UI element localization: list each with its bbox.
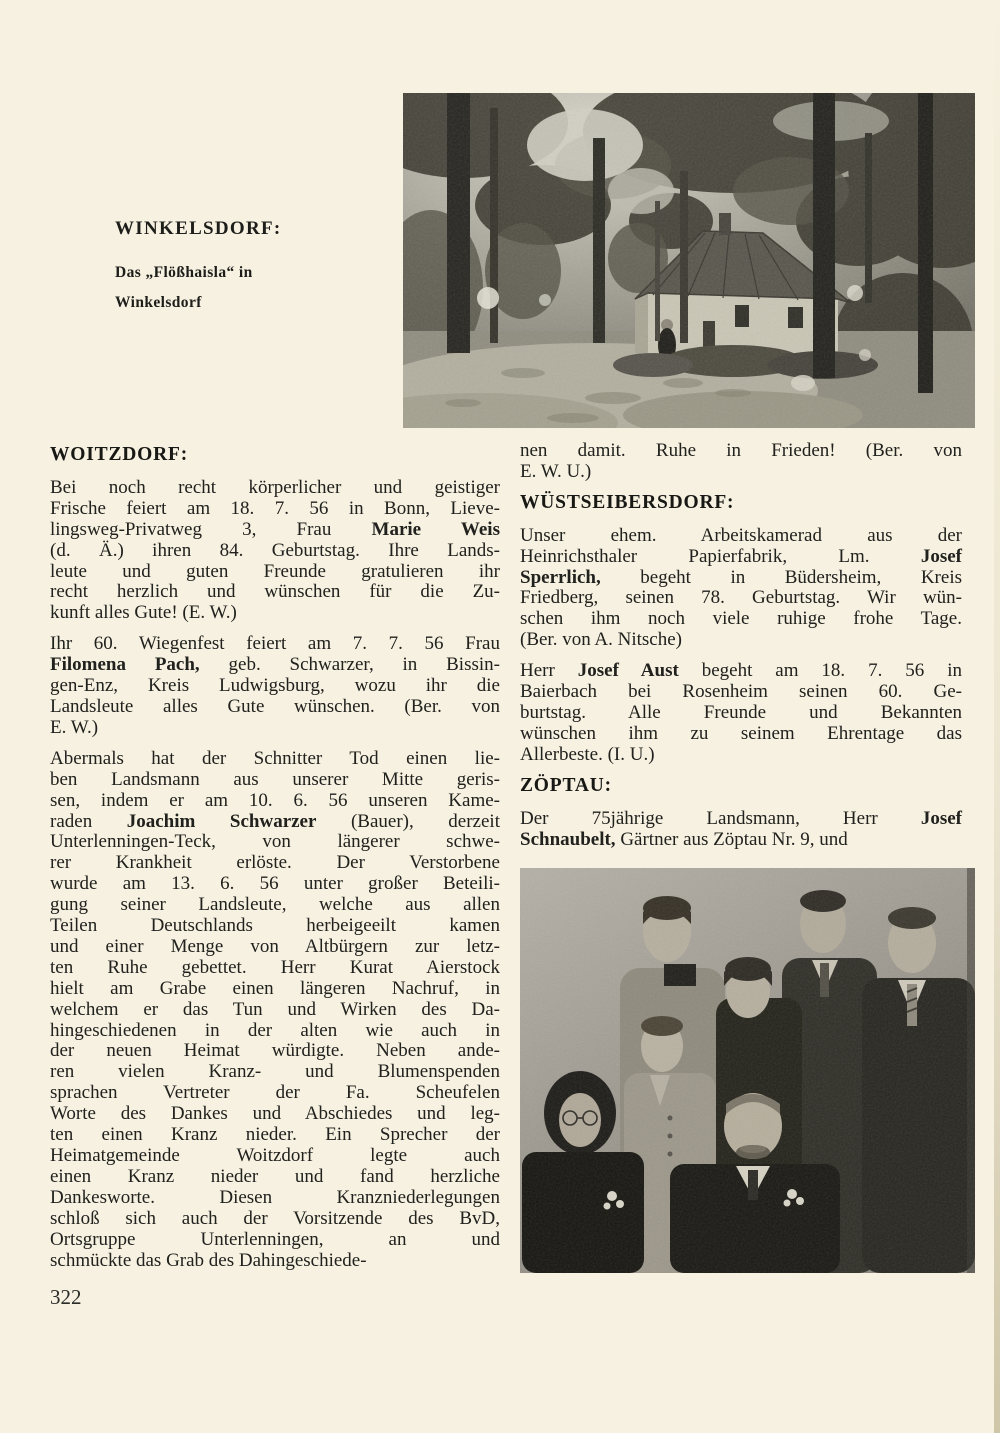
text-line: und einer Menge von Altbürgern zur letz- (50, 935, 500, 957)
text-line: Der 75jährige Landsmann, Herr Josef (520, 807, 962, 829)
text-line: Allerbeste. (I. U.) (520, 743, 655, 765)
caption-line-1: Das „Flößhaisla“ in (115, 264, 253, 281)
text-line: gung seiner Landsleute, welche aus allen (50, 894, 500, 916)
text-line: recht herzlich und wünschen für die Zu- (50, 581, 500, 603)
left-column (50, 441, 500, 1281)
text-line: ben Landsmann aus unserer Mitte geris- (50, 768, 500, 790)
scan-edge-artifact (994, 0, 1000, 1433)
text-line: Ihr 60. Wiegenfest feiert am 7. 7. 56 Frau (50, 633, 500, 655)
caption-line-2: Winkelsdorf (115, 294, 202, 311)
text-line: Worte des Dankes und Abschiedes und leg- (50, 1103, 500, 1125)
winkelsdorf-photo (403, 93, 975, 428)
paragraph (520, 441, 962, 483)
paragraph (50, 478, 500, 624)
text-line: einen Kranz nieder und fand herzliche (50, 1165, 500, 1187)
text-line: Bei noch recht körperlicher und geistiger (50, 476, 500, 498)
text-line: rer Krankheit erlöste. Der Verstorbene (50, 852, 500, 874)
text-line: Friedberg, seinen 78. Geburtstag. Wir wün- (520, 587, 962, 609)
text-line: burtstag. Alle Freunde und Bekannten (520, 701, 962, 723)
text-line: Baierbach bei Rosenheim seinen 60. Ge- (520, 681, 962, 703)
text-line: E. W.) (50, 716, 99, 738)
text-line: gen-Enz, Kreis Ludwigsburg, wozu ihr die (50, 675, 500, 697)
page-number: 322 (50, 1285, 82, 1309)
text-line: Heinrichsthaler Papierfabrik, Lm. Josef (520, 545, 962, 567)
section-heading: ZÖPTAU: (520, 774, 612, 796)
text-line: raden Joachim Schwarzer (Bauer), derzeit (50, 810, 500, 832)
photo-caption-block (115, 218, 282, 318)
text-line: E. W. U.) (520, 460, 592, 482)
text-line: hielt am Grabe einen längeren Nachruf, in (50, 977, 500, 999)
text-line: lingsweg-Privatweg 3, Frau Marie Weis (50, 518, 500, 540)
text-line: ten einen Kranz nieder. Ein Sprecher der (50, 1124, 500, 1146)
zoeptau-family-photo (520, 868, 975, 1273)
text-line: schloß sich auch der Vorsitzende des BvD, (50, 1207, 500, 1229)
text-line: Schnaubelt, Gärtner aus Zöptau Nr. 9, und (520, 828, 848, 850)
text-line: Frische feiert am 18. 7. 56 in Bonn, Lieve- (50, 497, 500, 519)
text-line: der neuen Heimat würdigte. Neben ande- (50, 1040, 500, 1062)
text-line: Landsleute alles Gute wünschen. (Ber. von (50, 695, 500, 717)
text-line: ren vielen Kranz- und Blumenspenden (50, 1061, 500, 1083)
text-line: Abermals hat der Schnitter Tod einen lie- (50, 747, 500, 769)
text-line: (Ber. von A. Nitsche) (520, 629, 683, 651)
text-line: welchem er das Tun und Wirken des Da- (50, 998, 500, 1020)
text-line: Unser ehem. Arbeitskamerad aus der (520, 524, 962, 546)
right-column (520, 441, 962, 860)
paragraph (520, 809, 962, 851)
family-group-illustration (520, 868, 975, 1273)
text-line: Dankesworte. Diesen Kranzniederlegungen (50, 1186, 500, 1208)
text-line: schmückte das Grab des Dahingeschiede- (50, 1249, 367, 1271)
text-line: Heimatgemeinde Woitzdorf legte auch (50, 1145, 500, 1166)
caption-heading: WINKELSDORF: (115, 218, 282, 239)
paragraph (50, 634, 500, 739)
text-line: Filomena Pach, geb. Schwarzer, in Bissin- (50, 654, 500, 676)
text-line: Sperrlich, begeht in Büdersheim, Kreis (520, 566, 962, 588)
paragraph (520, 661, 962, 766)
text-line: ten Ruhe gebettet. Herr Kurat Aierstock (50, 956, 500, 978)
text-line: Ortsgruppe Unterlenningen, an und (50, 1228, 500, 1250)
paragraph (50, 749, 500, 1272)
text-line: Teilen Deutschlands herbeigeeilt kamen (50, 915, 500, 937)
text-line: kunft alles Gute! (E. W.) (50, 602, 237, 624)
text-line: sen, indem er am 10. 6. 56 unseren Kame- (50, 789, 500, 811)
text-line: leute und guten Freunde gratulieren ihr (50, 560, 500, 582)
text-line: wurde am 13. 6. 56 unter großer Beteili- (50, 873, 500, 895)
text-line: wünschen ihm zu seinem Ehrentage das (520, 722, 962, 744)
text-line: schen ihm noch viele ruhige frohe Tage. (520, 608, 962, 630)
section-heading: WÜSTSEIBERSDORF: (520, 491, 735, 513)
text-line: hingeschiedenen in der alten wie auch in (50, 1019, 500, 1041)
text-line: nen damit. Ruhe in Frieden! (Ber. von (520, 440, 962, 461)
text-line: sprachen Vertreter der Fa. Scheufelen (50, 1082, 500, 1104)
forest-house-illustration (403, 93, 975, 428)
section-heading: WOITZDORF: (50, 444, 189, 465)
text-line: (d. Ä.) ihren 84. Geburtstag. Ihre Lands- (50, 539, 500, 561)
paragraph (520, 526, 962, 651)
text-line: Herr Josef Aust begeht am 18. 7. 56 in (520, 660, 962, 682)
text-line: Unterlenningen-Teck, von längerer schwe- (50, 831, 500, 853)
